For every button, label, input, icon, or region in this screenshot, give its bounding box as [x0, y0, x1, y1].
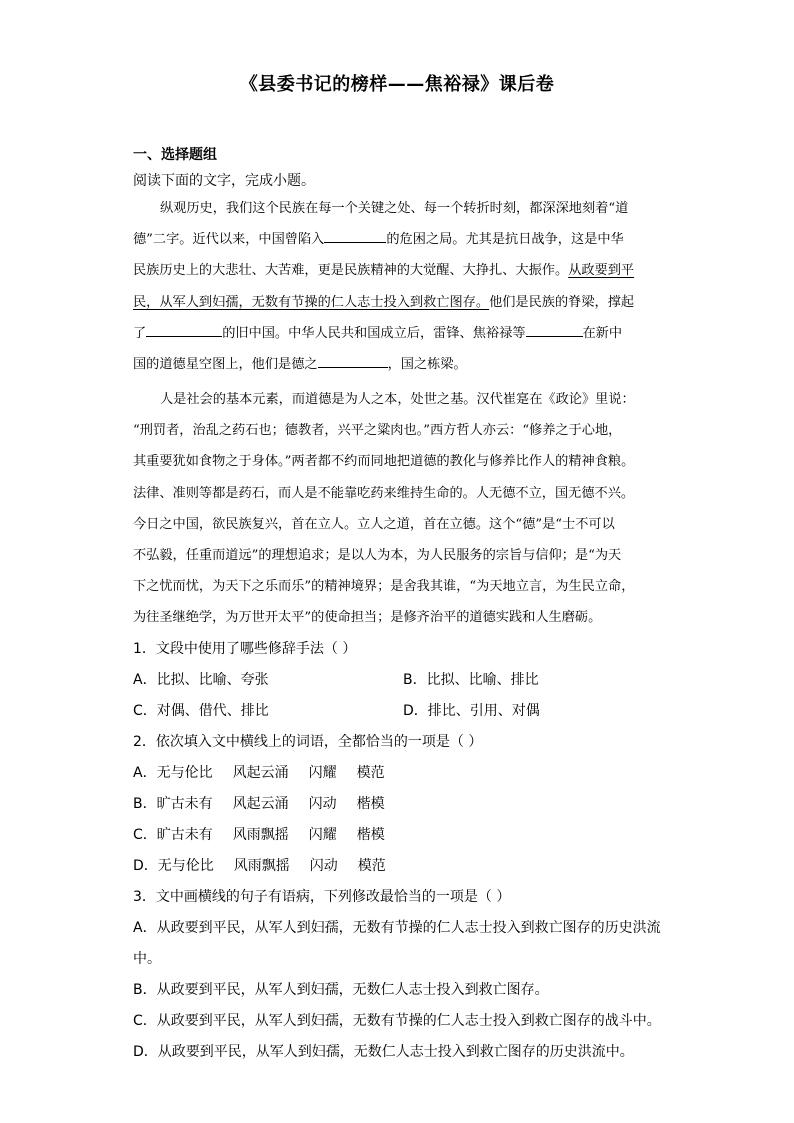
fill-blank-3	[526, 322, 583, 337]
option-word: 闪动	[309, 858, 338, 874]
question-2-option-b[interactable]	[133, 789, 673, 820]
option-word: 楷模	[356, 796, 385, 812]
passage-text: 国的道德星空图上，他们是德之	[133, 356, 318, 372]
passage-text: “刑罚者，治乱之药石也；德教者，兴平之粱肉也。”西方哲人亦云：“修养之于心地，	[133, 423, 622, 439]
passage-text: 其重要犹如食物之于身体。”两者都不约而同地把道德的教化与修养比作人的精神食粮。	[133, 454, 635, 470]
underlined-sentence: 从政要到平	[568, 263, 635, 279]
passage-line	[133, 446, 663, 477]
question-1-stem: 1．文段中使用了哪些修辞手法（ ）	[133, 641, 357, 657]
passage-text: 为往圣继绝学，为万世开太平”的使命担当；是修齐治平的道德实践和人生磨砺。	[133, 610, 602, 626]
passage-line	[133, 318, 663, 349]
passage-text: 下之忧而忧，为天下之乐而乐”的精神境界；是舍我其谁，“为天地立言，为生民立命，	[133, 579, 635, 595]
option-word: A．无与伦比	[133, 765, 213, 781]
passage-paragraph-2	[133, 384, 663, 634]
option-word: 闪动	[308, 796, 337, 812]
option-word: 楷模	[356, 827, 385, 843]
passage-text: 民族历史上的大悲壮、大苦难，更是民族精神的大觉醒、大挣扎、大振作。	[133, 263, 569, 279]
option-word: 风雨飘摇	[233, 858, 290, 874]
passage-line	[133, 255, 663, 286]
passage-text: 法律、准则等都是药石，而人是不能靠吃药来维持生命的。人无德不立，国无德不兴。	[133, 485, 635, 501]
passage-text: 他们是民族的脊梁，撑起	[489, 294, 635, 310]
passage-text: 人是社会的基本元素，而道德是为人之本，处世之基。汉代崔寔在《政论》里说：	[160, 392, 635, 407]
question-3-option-b[interactable]: B．从政要到平民，从军人到妇孺，无数仁人志士投入到救亡图存。	[133, 982, 549, 998]
option-word: 闪耀	[308, 765, 337, 781]
passage-text: 在新中	[582, 325, 623, 341]
question-3-option-a-continued[interactable]: 中。	[133, 951, 161, 967]
question-1-option-d[interactable]: D．排比、引用、对偶	[403, 703, 540, 719]
passage-text: 了	[133, 325, 147, 341]
option-word: 风雨飘摇	[232, 827, 289, 843]
option-word: C．旷古未有	[133, 827, 213, 843]
question-1-options-row	[133, 696, 673, 727]
passage-text: 今日之中国，欲民族复兴，首在立人。立人之道，首在立德。这个“德”是“士不可以	[133, 516, 615, 532]
passage-paragraph-1	[133, 193, 663, 380]
fill-blank-4	[318, 353, 388, 368]
question-3-option-c[interactable]: C．从政要到平民，从军人到妇孺，无数有节操的仁人志士投入到救亡图存的战斗中。	[133, 1013, 661, 1029]
option-word: 风起云涌	[232, 796, 289, 812]
passage-text: 纵观历史，我们这个民族在每一个关键之处、每一个转折时刻，都深深地刻着“道	[160, 201, 629, 216]
passage-line	[133, 415, 663, 446]
fill-blank-2	[146, 322, 222, 337]
question-1-option-b[interactable]: B．比拟、比喻、排比	[403, 672, 539, 688]
question-1-options-row	[133, 665, 673, 696]
passage-line	[133, 349, 663, 380]
passage-line	[133, 602, 663, 633]
passage-line	[133, 224, 663, 255]
underlined-sentence: 民，从军人到妇孺，无数有节操的仁人志士投入到救亡图存。	[133, 294, 490, 310]
reading-instruction: 阅读下面的文字，完成小题。	[133, 173, 315, 189]
option-word: 模范	[356, 765, 385, 781]
question-2-option-d[interactable]	[133, 851, 673, 882]
passage-line	[133, 478, 663, 509]
passage-text: ，国之栋梁。	[387, 356, 467, 372]
passage-text: 的危困之局。尤其是抗日战争，这是中华	[386, 232, 624, 248]
fill-blank-1	[324, 228, 386, 243]
question-3-option-a[interactable]: A．从政要到平民，从军人到妇孺，无数有节操的仁人志士投入到救亡图存的历史洪流	[133, 920, 661, 936]
passage-line	[133, 509, 663, 540]
option-word: B．旷古未有	[133, 796, 213, 812]
question-3-option-d[interactable]: D．从政要到平民，从军人到妇孺，无数仁人志士投入到救亡图存的历史洪流中。	[133, 1044, 634, 1060]
question-2-option-c[interactable]	[133, 820, 673, 851]
question-1-option-a[interactable]: A．比拟、比喻、夸张	[133, 672, 269, 688]
option-word: D．无与伦比	[133, 858, 214, 874]
passage-line	[133, 540, 663, 571]
passage-line	[133, 287, 663, 318]
section-heading: 一、选择题组	[133, 147, 217, 163]
passage-text: 不弘毅，任重而道远”的理想追求；是以人为本，为人民服务的宗旨与信仰；是“为天	[133, 547, 622, 563]
passage-line	[133, 384, 663, 415]
passage-line	[133, 571, 663, 602]
option-word: 模范	[357, 858, 386, 874]
question-3-stem: 3．文中画横线的句子有语病，下列修改最恰当的一项是（ ）	[133, 889, 511, 905]
page-title: 《县委书记的榜样——焦裕禄》课后卷	[239, 74, 555, 95]
passage-text: 的旧中国。中华人民共和国成立后，雷锋、焦裕禄等	[222, 325, 526, 341]
question-2-option-a[interactable]	[133, 758, 673, 789]
option-word: 风起云涌	[232, 765, 289, 781]
question-list	[133, 634, 673, 1068]
question-1-option-c[interactable]: C．对偶、借代、排比	[133, 703, 269, 719]
option-word: 闪耀	[308, 827, 337, 843]
passage-text: 德”二字。近代以来，中国曾陷入	[133, 232, 325, 248]
question-2-stem: 2．依次填入文中横线上的词语，全都恰当的一项是（ ）	[133, 734, 483, 750]
passage-line	[133, 193, 663, 224]
